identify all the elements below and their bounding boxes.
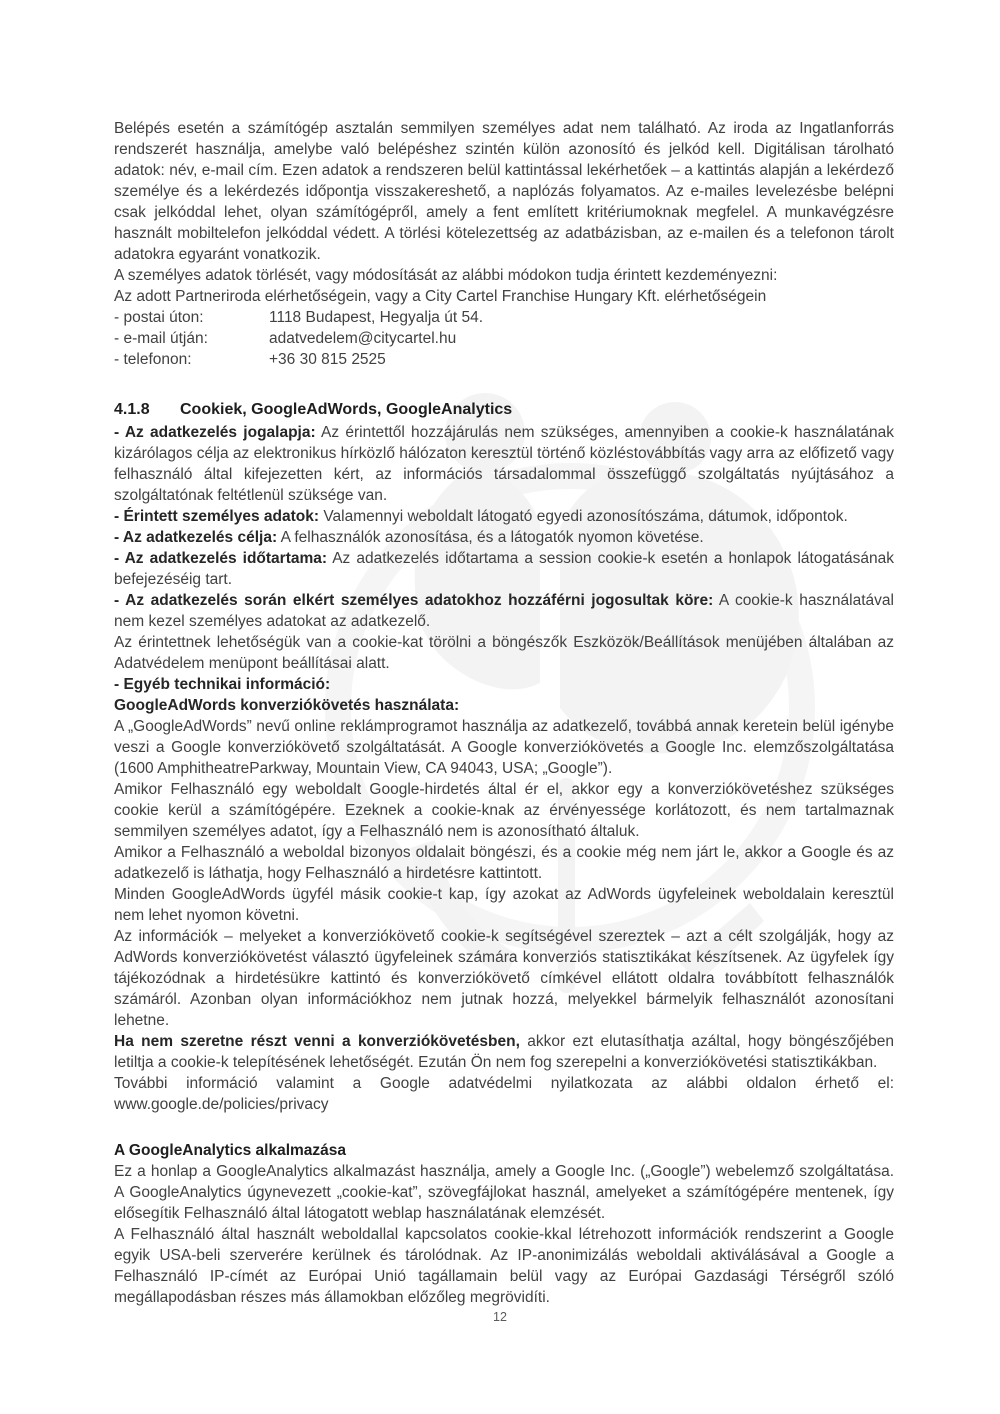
bold-text: GoogleAdWords konverziókövetés használata: bbox=[114, 697, 460, 714]
paragraph bbox=[114, 118, 894, 265]
paragraph bbox=[114, 926, 894, 1031]
subsection-heading: A GoogleAnalytics alkalmazása bbox=[114, 1142, 347, 1159]
paragraph bbox=[114, 265, 894, 286]
bold-text: - Az adatkezelés jogalapja: bbox=[114, 424, 316, 441]
body-text: Amikor a Felhasználó a weboldal bizonyos oldalait böngészi, és a cookie még nem járt le, akkor a Google és az adatkezelő is láthatja, hogy Felhasználó a hirdetésre kattintott. bbox=[114, 844, 894, 882]
paragraph bbox=[114, 695, 894, 716]
paragraph bbox=[114, 842, 894, 884]
body-text: Belépés esetén a számítógép asztalán semmilyen személyes adat nem található. Az iroda az Ingatlanforrás rendszerét használja, amelybe való belépéshez szintén külön azonosító és jelkód kell. Digitálisan tárolható adatok: név, e-mail cím. Ezen adatok a rendszeren belül kattintással lekérhetőek – a kattintás alapján a lekérdező személye és a lekérdezés időpontja visszakereshető, a naplózás folyamatos. Az e-mailes levelezésbe belépni csak jelkóddal lehet, olyan számítógépről, amely a fent említett kritériumoknak megfelel. A munkavégzésre használt mobiltelefon jelkóddal védett. A törlési kötelezettség az adatbázisban, az e-mailen és a telefonon tárolt adatokra egyaránt vonatkozik. bbox=[114, 120, 894, 263]
bold-text: - Érintett személyes adatok: bbox=[114, 508, 320, 525]
contact-value: +36 30 815 2525 bbox=[269, 351, 386, 368]
body-text: Ez a honlap a GoogleAnalytics alkalmazást használja, amely a Google Inc. („Google”) webelemző szolgáltatása. A GoogleAnalytics úgynevezett „cookie-kat”, szövegfájlokat használ, amelyeket a számítógépére mentenek, így elősegítik Felhasználó által látogatott weblap használatának elemzését. bbox=[114, 1163, 894, 1222]
paragraph bbox=[114, 1031, 894, 1073]
body-text: Valamennyi weboldalt látogató egyedi azonosítószáma, dátumok, időpontok. bbox=[319, 508, 848, 525]
body-text: Amikor Felhasználó egy weboldalt Google-hirdetés által ér el, akkor egy a konverziókövetéshez szükséges cookie kerül a számítógépére. Ezeknek a cookie-knak az érvényessége korlátozott, és nem tartalmaznak semmilyen személyes adatot, így a Felhasználó nem is azonosítható általuk. bbox=[114, 781, 894, 840]
page-footer bbox=[0, 1310, 1000, 1324]
contact-row bbox=[114, 328, 894, 349]
paragraph bbox=[114, 527, 894, 548]
paragraph bbox=[114, 1073, 894, 1115]
paragraph bbox=[114, 716, 894, 779]
body-text: A személyes adatok törlését, vagy módosítását az alábbi módokon tudja érintett kezdeményezni: bbox=[114, 267, 778, 284]
bold-text: - Egyéb technikai információ: bbox=[114, 676, 331, 693]
paragraph bbox=[114, 286, 894, 307]
section-title: Cookiek, GoogleAdWords, GoogleAnalytics bbox=[180, 401, 513, 418]
paragraph bbox=[114, 590, 894, 632]
contact-label: - e-mail útján: bbox=[114, 330, 208, 347]
body-text: A cookie-k használatával nem kezel személyes adatokat az adatkezelő. bbox=[114, 592, 894, 630]
body-text: Minden GoogleAdWords ügyfél másik cookie-t kap, így azokat az AdWords ügyfeleinek weboldalain keresztül nem lehet nyomon követni. bbox=[114, 886, 894, 924]
section-heading bbox=[114, 399, 894, 420]
contact-row bbox=[114, 349, 894, 370]
body-text: Az adott Partneriroda elérhetőségein, vagy a City Cartel Franchise Hungary Kft. elérhetőségein bbox=[114, 288, 767, 305]
body-text: További információ valamint a Google adatvédelmi nyilatkozata az alábbi oldalon érhető el: www.google.de/policies/privacy bbox=[114, 1075, 894, 1113]
body-text: Az információk – melyeket a konverziókövető cookie-k segítségével szereztek – azt a célt szolgálják, hogy az AdWords konverziókövetést választó ügyfeleinek számára konverziós statisztikákat készítsenek. Az ügyfelek így tájékozódnak a hirdetésükre kattintó és konverziókövető címkével ellátott oldalra továbbított felhasználók számáról. Azonban olyan információkhoz nem jutnak hozzá, melyekkel bármelyik felhasználót azonosítani lehetne. bbox=[114, 928, 894, 1029]
paragraph bbox=[114, 506, 894, 527]
body-text: Az adatkezelés időtartama a session cookie-k esetén a honlapok látogatásának befejezéséig tart. bbox=[114, 550, 894, 588]
paragraph bbox=[114, 1224, 894, 1308]
document-body bbox=[114, 118, 894, 1308]
paragraph bbox=[114, 548, 894, 590]
body-text: akkor ezt elutasíthatja azáltal, hogy böngészőjében letiltja a cookie-k telepítésének lehetőségét. Ezután Ön nem fog szerepelni a konverziókövetési statisztikákban. bbox=[114, 1033, 894, 1071]
paragraph bbox=[114, 632, 894, 674]
paragraph bbox=[114, 884, 894, 926]
paragraph bbox=[114, 422, 894, 506]
contact-row bbox=[114, 307, 894, 328]
contact-label: - postai úton: bbox=[114, 309, 204, 326]
paragraph bbox=[114, 779, 894, 842]
body-text: A Felhasználó által használt weboldallal kapcsolatos cookie-kkal létrehozott információk rendszerint a Google egyik USA-beli szerverére kerülnek és tárolódnak. Az IP-anonimizálás weboldali aktiválásával a Google a Felhasználó IP-címét az Európai Unió tagállamain belül vagy az Európai Gazdasági Térségről szóló megállapodásban részes más államokban előzőleg megrövidíti. bbox=[114, 1226, 894, 1306]
bold-text: - Az adatkezelés időtartama: bbox=[114, 550, 328, 567]
body-text: Az érintettnek lehetőségük van a cookie-kat törölni a böngészők Eszközök/Beállítások menüjében általában az Adatvédelem menüpont beállításai alatt. bbox=[114, 634, 894, 672]
page-number: 12 bbox=[493, 1310, 507, 1324]
contact-value: adatvedelem@citycartel.hu bbox=[269, 330, 457, 347]
bold-text: - Az adatkezelés célja: bbox=[114, 529, 278, 546]
body-text: A felhasználók azonosítása, és a látogatók nyomon követése. bbox=[277, 529, 704, 546]
bold-text: - Az adatkezelés során elkért személyes adatokhoz hozzáférni jogosultak köre: bbox=[114, 592, 714, 609]
contact-label: - telefonon: bbox=[114, 351, 192, 368]
contact-value: 1118 Budapest, Hegyalja út 54. bbox=[269, 309, 483, 326]
paragraph bbox=[114, 1161, 894, 1224]
body-text: Az érintettől hozzájárulás nem szükséges, amennyiben a cookie-k használatának kizárólagos célja az elektronikus hírközlő hálózaton keresztül történő közléstovábbítás vagy arra az előfizető vagy felhasználó által kifejezetten kért, az információs társadalommal összefüggő szolgáltatás nyújtásához a szolgáltatónak feltétlenül szüksége van. bbox=[114, 424, 894, 504]
bold-text: Ha nem szeretne részt venni a konverziókövetésben, bbox=[114, 1033, 520, 1050]
section-number: 4.1.8 bbox=[114, 401, 150, 418]
body-text: A „GoogleAdWords” nevű online reklámprogramot használja az adatkezelő, továbbá annak keretein belül igénybe veszi a Google konverziókövető szolgáltatását. A Google konverziókövetés a Google Inc. elemzőszolgáltatása (1600 AmphitheatreParkway, Mountain View, CA 94043, USA; „Google”). bbox=[114, 718, 894, 777]
paragraph bbox=[114, 674, 894, 695]
